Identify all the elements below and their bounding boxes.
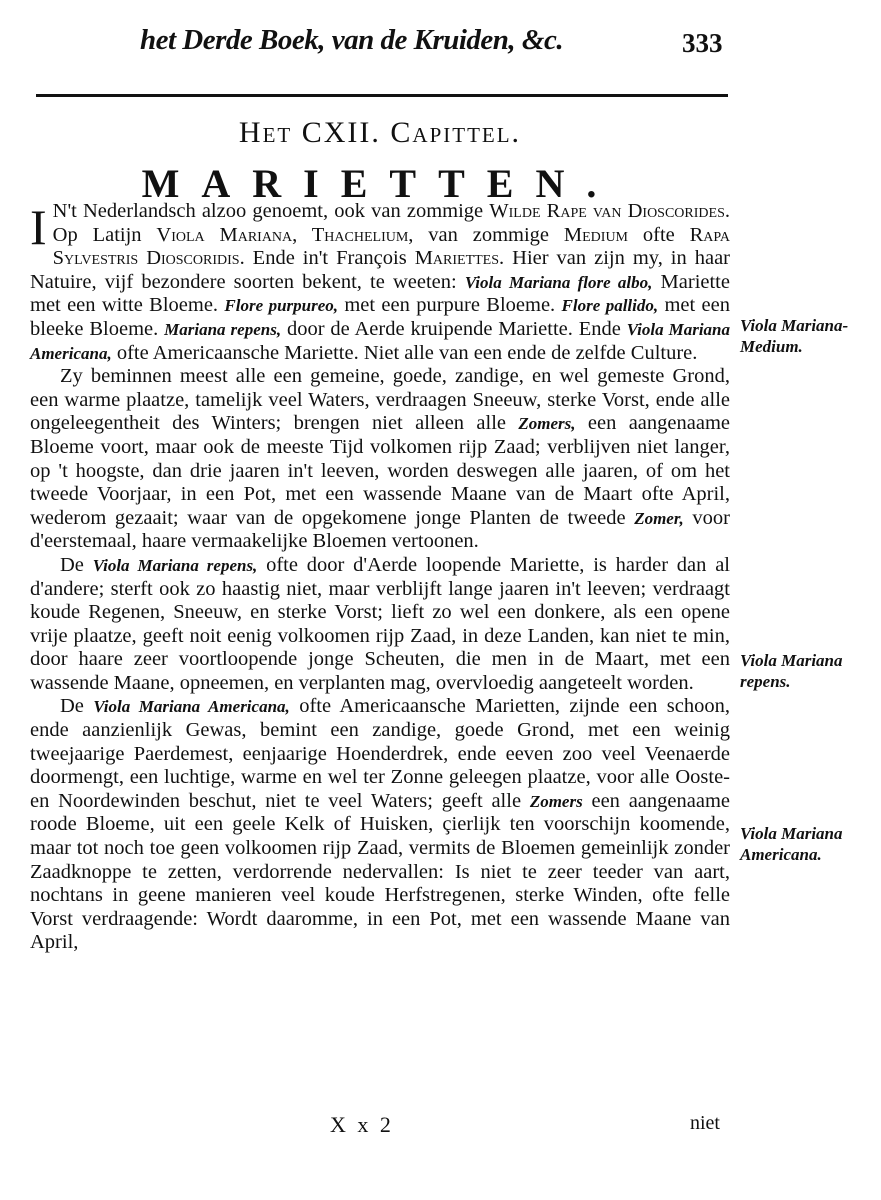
latin-name: Viola Mariana flore albo,	[464, 272, 653, 292]
latin-name: Viola Mariana repens,	[92, 555, 258, 575]
small-caps-name: Medium	[563, 223, 629, 246]
text: voor d'eerstemaal, haare vermaakelijke Bloemen vertoonen.	[30, 506, 730, 553]
catchword: niet	[690, 1112, 720, 1134]
small-caps-name: Wilde Rape van Dioscorides.	[489, 200, 730, 222]
body-text	[30, 200, 730, 955]
text: van zommige	[413, 223, 564, 246]
text: De	[60, 695, 94, 718]
small-caps-name: Viola Mariana, Thachelium,	[156, 223, 414, 246]
text: ofte	[628, 223, 690, 246]
latin-name: Mariana repens,	[164, 319, 282, 339]
running-head: het Derde Boek, van de Kruiden, &c.	[140, 24, 564, 56]
italic-word: Zomers,	[518, 414, 576, 434]
latin-name: Flore purpureo,	[224, 296, 339, 316]
text: ofte Americaansche Marietten, zijnde een schoon, ende aanzienlijk Gewas, bemint een zandige, goede Grond, met een weinig tweejaarige Paerdemest, eenjaarige Hoenderdrek, ende eeven zoo veel Veenaerde doormengt, een luchtige, warme en wel ter Zonne geleegen plaatze, voor alle Ooste- en Noordewinden beschut, niet te veel Waters; geeft alle	[30, 695, 730, 812]
paragraph-2	[30, 365, 730, 554]
text: Mariette met een witte Bloeme.	[30, 270, 730, 317]
text: N't Nederlandsch alzoo genoemt, ook van zommige	[52, 200, 490, 222]
text: ofte door d'Aerde loopende Mariette, is harder dan al d'andere; sterft ook zo haastig niet, maar verblijft lange jaaren in't leeven; verdraagt koude Regenen, Sneeuw, en sterke Vorst; lieft zo wel een donkere, als een opene vrije plaatze, geeft noit eenig volkoomen rijp Zaad, in deze Landen, kan niet te min, door haare zeer voortloopende jonge Scheuten, die men in de Maart, met een wassende Maane, opneemen, en verplanten mag, overvloedig aangeteelt worden.	[30, 553, 730, 694]
latin-name: Viola Mariana Americana,	[30, 319, 730, 363]
small-caps-name: Rapa Sylvestris Dioscoridis.	[52, 223, 731, 270]
page-number: 333	[682, 28, 723, 58]
text: ofte Americaansche Mariette. Niet alle van een ende de zelfde Culture.	[111, 341, 698, 364]
text: Ende in't François	[244, 247, 415, 270]
text: een aangenaame Bloeme voort, maar ook de meeste Tijd volkomen rijp Zaad; verblijven niet langer, op 't hoogste, dan drie jaaren in't leeven, worden deswegen alle jaaren, of om het tweede Voorjaar, in een Pot, met een wassende Maane van de Maart ofte April, wederom gezaait; waar van de opgekomene jonge Planten de tweede	[30, 412, 730, 529]
text: Op Latijn	[52, 223, 157, 246]
text: De	[60, 553, 93, 576]
text: met een bleeke Bloeme.	[30, 294, 730, 340]
small-caps-name: Mariettes.	[414, 247, 505, 270]
paragraph-3	[30, 554, 730, 696]
text: Hier van zijn my, in haar Natuire, vijf bezondere soorten bekent, te weeten:	[30, 247, 731, 293]
latin-name: Flore pallido,	[561, 296, 659, 316]
text: door de Aerde kruipende Mariette. Ende	[281, 317, 627, 340]
italic-word: Zomers	[529, 791, 583, 811]
italic-word: Zomer,	[634, 508, 684, 528]
margin-note-1: Viola Mariana-Medium.	[740, 316, 849, 356]
paragraph-4	[30, 695, 730, 955]
chapter-label: Het CXII. Capittel.	[238, 116, 522, 149]
text: met een purpure Bloeme.	[338, 294, 562, 317]
text: Zy beminnen meest alle een gemeine, goede, zandige, en wel gemeste Grond, een warme plaatze, tamelijk veel Waters, verdraagen Sneeuw, sterke Vorst, ende alle ongeleegentheit des Winters; brengen niet alleen alle	[30, 365, 730, 435]
drop-capital: I	[30, 199, 47, 255]
paragraph-1	[30, 200, 730, 365]
chapter-title: MARIETTEN.	[141, 161, 619, 206]
signature-mark: X x 2	[330, 1112, 394, 1137]
margin-note-3: Viola Mariana Americana.	[740, 824, 843, 864]
latin-name: Viola Mariana Americana,	[93, 697, 290, 717]
text: een aangenaame roode Bloeme, uit een geele Kelk of Huisken, çierlijk ten voorschijn koomende, maar tot noch toe geen volkoomen rijp Zaad, vermits de Bloemen gemeinlijk zonder Zaadknoppe te zetten, verdorrende nedervallen: Is niet te zeer teeder van aart, nochtans in geene manieren veel koude Herfstregenen, sterke Winden, ofte felle Vorst verdraagende: Wordt daaromme, in een Pot, met een wassende Maane van April,	[30, 789, 730, 954]
margin-note-2: Viola Mariana repens.	[740, 651, 843, 691]
header-rule	[36, 94, 728, 97]
